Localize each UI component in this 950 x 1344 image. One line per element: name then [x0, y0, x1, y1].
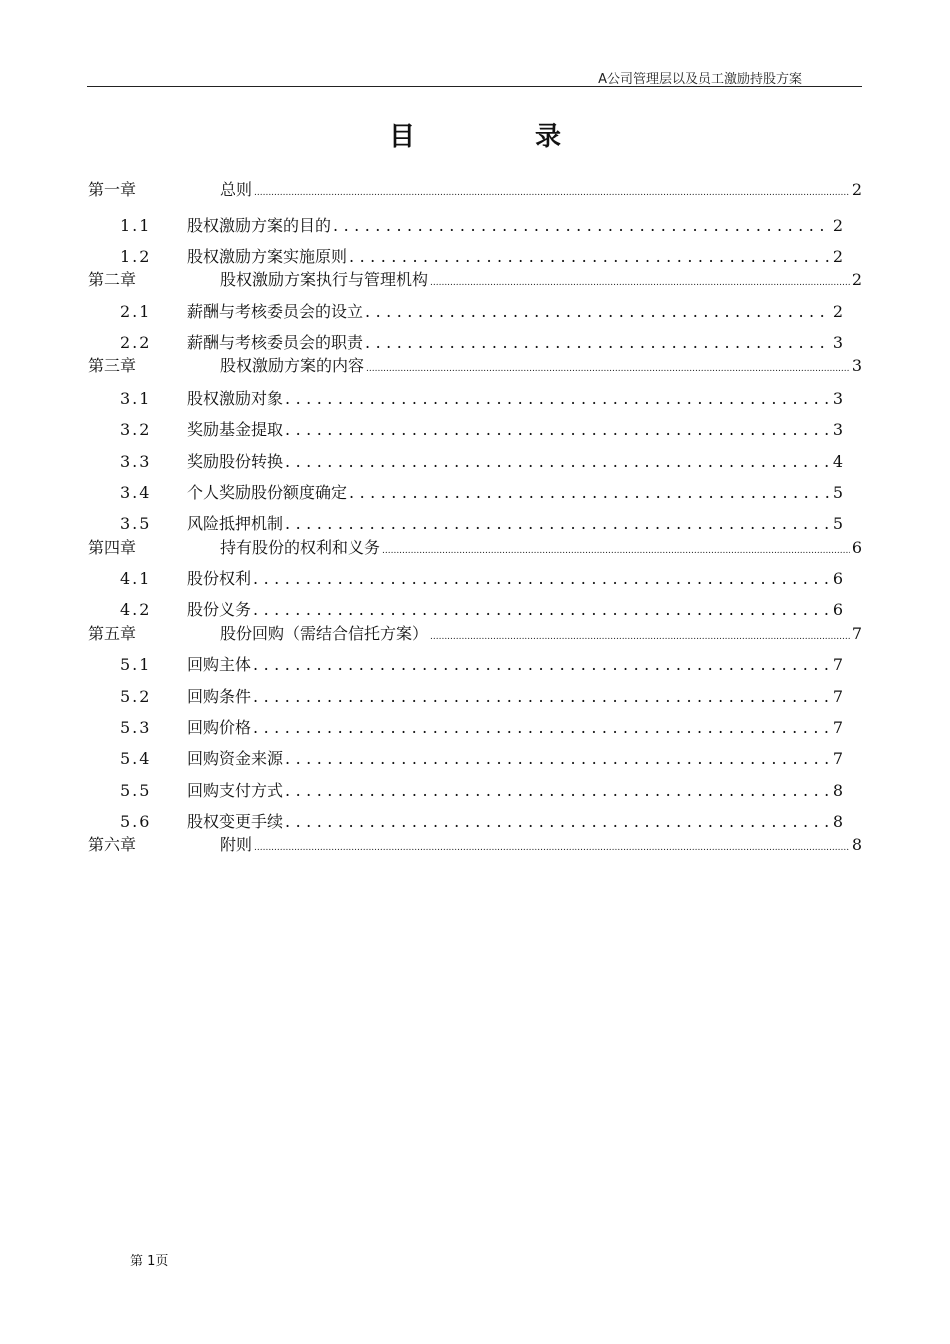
toc-page-number: 3: [851, 356, 862, 375]
toc-entry-title: 股权激励对象: [187, 389, 284, 408]
toc-entry-title: 股份回购（需结合信托方案）: [220, 624, 429, 643]
toc-entry-number: 3.2: [120, 420, 152, 439]
toc-entry-title: 股权激励方案执行与管理机构: [220, 270, 429, 289]
toc-entry-title: 股权激励方案实施原则: [187, 247, 348, 266]
toc-chapter-entry[interactable]: [88, 267, 862, 290]
toc-section-entry[interactable]: [120, 684, 843, 707]
toc-dot-leader: [349, 483, 831, 502]
toc-section-entry[interactable]: [120, 386, 843, 409]
toc-dot-leader: [285, 420, 831, 439]
toc-dot-leader: [253, 655, 831, 674]
toc-page-number: 3: [832, 333, 843, 352]
toc-page-number: 2: [851, 180, 862, 199]
toc-section-entry[interactable]: [120, 511, 843, 534]
toc-entry-title: 回购价格: [187, 718, 252, 737]
toc-page-number: 7: [832, 718, 843, 737]
toc-entry-number: 第一章: [88, 180, 137, 199]
toc-entry-title: 奖励基金提取: [187, 420, 284, 439]
toc-page-number: 7: [832, 655, 843, 674]
toc-title-right: 录: [535, 122, 562, 152]
toc-entry-number: 第三章: [88, 356, 137, 375]
toc-entry-title: 股份权利: [187, 569, 252, 588]
toc-page-number: 5: [832, 514, 843, 533]
toc-chapter-entry[interactable]: [88, 353, 862, 376]
toc-page-number: 2: [832, 247, 843, 266]
toc-entry-title: 股权激励方案的目的: [187, 216, 332, 235]
toc-dot-leader: [285, 812, 831, 831]
toc-entry-title: 股份义务: [187, 600, 252, 619]
toc-entry-title: 股权变更手续: [187, 812, 284, 831]
toc-dot-leader: [253, 569, 831, 588]
toc-page-number: 3: [832, 420, 843, 439]
toc-entry-number: 3.5: [120, 514, 152, 533]
toc-page-number: 6: [832, 600, 843, 619]
toc-page-number: 4: [832, 452, 843, 471]
toc-dot-leader: [366, 356, 850, 375]
toc-entry-title: 回购支付方式: [187, 781, 284, 800]
toc-dot-leader: [430, 624, 850, 643]
toc-entry-number: 第六章: [88, 835, 137, 854]
toc-section-entry[interactable]: [120, 299, 843, 322]
toc-entry-number: 第五章: [88, 624, 137, 643]
toc-chapter-entry[interactable]: [88, 621, 862, 644]
toc-entry-title: 个人奖励股份额度确定: [187, 483, 348, 502]
toc-entry-title: 总则: [220, 180, 253, 199]
toc-dot-leader: [253, 600, 831, 619]
toc-chapter-entry[interactable]: [88, 832, 862, 855]
toc-section-entry[interactable]: [120, 244, 843, 267]
toc-page-number: 7: [832, 687, 843, 706]
toc-section-entry[interactable]: [120, 417, 843, 440]
toc-dot-leader: [254, 835, 850, 854]
toc-dot-leader: [333, 216, 831, 235]
toc-section-entry[interactable]: [120, 652, 843, 675]
toc-entry-title: 薪酬与考核委员会的职责: [187, 333, 364, 352]
toc-page-number: 7: [832, 749, 843, 768]
toc-chapter-entry[interactable]: [88, 177, 862, 200]
toc-entry-title: 股权激励方案的内容: [220, 356, 365, 375]
toc-entry-title: 回购主体: [187, 655, 252, 674]
toc-entry-title: 持有股份的权利和义务: [220, 538, 381, 557]
toc-dot-leader: [365, 302, 831, 321]
toc-entry-number: 2.2: [120, 333, 152, 352]
toc-dot-leader: [285, 749, 831, 768]
toc-page-number: 8: [832, 812, 843, 831]
toc-entry-number: 1.2: [120, 247, 152, 266]
toc-entry-title: 奖励股份转换: [187, 452, 284, 471]
toc-dot-leader: [285, 514, 831, 533]
toc-dot-leader: [253, 687, 831, 706]
toc-entry-title: 薪酬与考核委员会的设立: [187, 302, 364, 321]
toc-entry-number: 5.6: [120, 812, 152, 831]
toc-page-number: 6: [832, 569, 843, 588]
toc-section-entry[interactable]: [120, 715, 843, 738]
toc-section-entry[interactable]: [120, 213, 843, 236]
toc-entry-number: 5.5: [120, 781, 152, 800]
toc-section-entry[interactable]: [120, 809, 843, 832]
toc-section-entry[interactable]: [120, 566, 843, 589]
toc-entry-number: 2.1: [120, 302, 152, 321]
toc-entry-number: 4.2: [120, 600, 152, 619]
toc-dot-leader: [285, 452, 831, 471]
toc-entry-title: 回购资金来源: [187, 749, 284, 768]
toc-section-entry[interactable]: [120, 449, 843, 472]
toc-section-entry[interactable]: [120, 480, 843, 503]
toc-entry-title: 附则: [220, 835, 253, 854]
toc-page-number: 5: [832, 483, 843, 502]
toc-entry-number: 第二章: [88, 270, 137, 289]
toc-section-entry[interactable]: [120, 778, 843, 801]
toc-chapter-entry[interactable]: [88, 535, 862, 558]
toc-dot-leader: [430, 270, 850, 289]
toc-dot-leader: [365, 333, 831, 352]
toc-entry-number: 5.2: [120, 687, 152, 706]
toc-entry-number: 5.4: [120, 749, 152, 768]
toc-entry-number: 5.3: [120, 718, 152, 737]
toc-entry-number: 3.3: [120, 452, 152, 471]
toc-dot-leader: [382, 538, 850, 557]
toc-section-entry[interactable]: [120, 330, 843, 353]
toc-page-number: 8: [832, 781, 843, 800]
toc-page-number: 2: [851, 270, 862, 289]
toc-section-entry[interactable]: [120, 746, 843, 769]
toc-entry-title: 回购条件: [187, 687, 252, 706]
toc-page-number: 7: [851, 624, 862, 643]
toc-entry-number: 1.1: [120, 216, 152, 235]
toc-entry-number: 5.1: [120, 655, 152, 674]
toc-entry-title: 风险抵押机制: [187, 514, 284, 533]
toc-entry-number: 3.4: [120, 483, 152, 502]
header-title: A公司管理层以及员工激励持股方案: [598, 72, 802, 87]
toc-section-entry[interactable]: [120, 597, 843, 620]
toc-entry-number: 3.1: [120, 389, 152, 408]
toc-page-number: 8: [851, 835, 862, 854]
toc-dot-leader: [253, 718, 831, 737]
toc-page-number: 2: [832, 302, 843, 321]
toc-dot-leader: [285, 389, 831, 408]
page-footer: 第 1页: [130, 1254, 169, 1269]
toc-title-left: 目: [388, 122, 415, 152]
toc-entry-number: 第四章: [88, 538, 137, 557]
toc-dot-leader: [285, 781, 831, 800]
toc-dot-leader: [349, 247, 831, 266]
toc-page-number: 6: [851, 538, 862, 557]
toc-entry-number: 4.1: [120, 569, 152, 588]
toc-page-number: 3: [832, 389, 843, 408]
toc-dot-leader: [254, 180, 850, 199]
toc-page-number: 2: [832, 216, 843, 235]
